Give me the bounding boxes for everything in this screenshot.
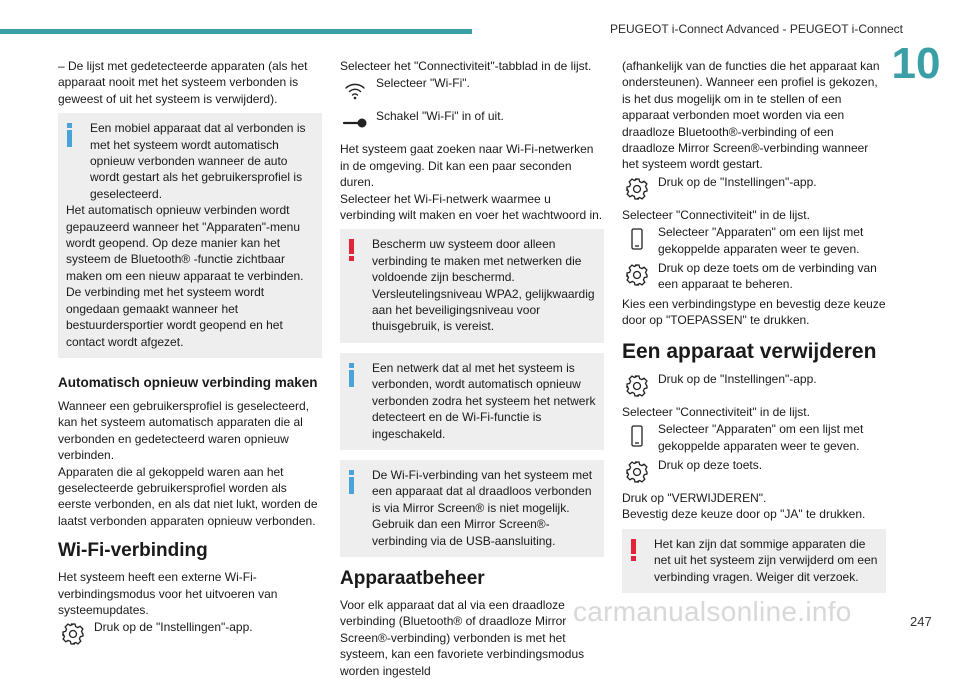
info-icon	[349, 470, 354, 494]
step-row	[622, 174, 886, 204]
page-number: 247	[910, 614, 932, 629]
running-title: PEUGEOT i-Connect Advanced - PEUGEOT i-Connect	[610, 22, 904, 36]
phone-icon	[622, 224, 652, 254]
gear-icon	[58, 619, 88, 649]
section-heading-auto-reconnect: Automatisch opnieuw verbinding maken	[58, 374, 318, 390]
warning-note	[340, 229, 604, 342]
list-item: – De lijst met gedetecteerde apparaten (als het apparaat nooit met het systeem verbonden is geweest of uit het systeem is verwijderd).	[58, 59, 308, 106]
paragraph: Druk op "VERWIJDEREN".	[622, 490, 767, 505]
paragraph: Kies een verbindingstype en bevestig deze keuze door op "TOEPASSEN" te drukken.	[622, 296, 886, 328]
step-text: Schakel "Wi-Fi" in of uit.	[376, 109, 504, 124]
step-text: Druk op de "Instellingen"-app.	[658, 174, 817, 189]
warning-icon	[349, 239, 354, 261]
gear-icon	[622, 457, 652, 487]
step-text: Druk op de "Instellingen"-app.	[658, 371, 817, 386]
note-text: De Wi-Fi-verbinding van het systeem met een apparaat dat al draadloos verbonden is via Mirror Screen® is niet mogelijk. Gebruik dan een Mirror Screen®-verbinding via de USB-aansluiting.	[372, 467, 593, 548]
note-text: Het automatisch opnieuw verbinden wordt gepauzeerd wanneer het "Apparaten"-menu wordt geopend. Op deze manier kan het systeem de Bluetooth® -functie zichtbaar maken om een nieuw apparaat te verbinden.	[66, 203, 304, 283]
gear-icon	[622, 371, 652, 401]
paragraph: Voor elk apparaat dat al via een draadloze verbinding (Bluetooth® of draadloze Mirror Screen®-verbinding) verbonden is met het systeem, kan een favoriete verbindingsmodus worden ingesteld	[340, 597, 585, 678]
column-1	[58, 58, 322, 652]
watermark: carmanualsonline.info	[573, 596, 852, 627]
info-note	[340, 460, 604, 557]
gear-icon	[622, 260, 652, 290]
chapter-number: 10	[891, 39, 941, 88]
step-text: Druk op deze toets om de verbinding van een apparaat te beheren.	[658, 261, 877, 292]
column-3	[622, 58, 886, 603]
paragraph: Selecteer het "Connectiviteit"-tabblad in de lijst.	[340, 59, 592, 73]
warning-icon	[631, 539, 636, 561]
step-text: Selecteer "Apparaten" om een lijst met gekoppelde apparaten weer te geven.	[658, 225, 864, 256]
step-row	[58, 619, 322, 649]
paragraph: Bevestig deze keuze door op "JA" te drukken.	[622, 507, 866, 522]
info-icon	[349, 363, 354, 387]
step-text: Selecteer "Apparaten" om een lijst met gekoppelde apparaten weer te geven.	[658, 422, 864, 453]
paragraph: Wanneer een gebruikersprofiel is geselecteerd, kan het systeem automatisch apparaten die al verbonden en gedetecteerd waren opnieuw verbinden.	[58, 398, 310, 463]
step-row	[622, 260, 886, 293]
section-heading-wifi: Wi-Fi-verbinding	[58, 540, 208, 562]
note-text: Een netwerk dat al met het systeem is verbonden, wordt automatisch opnieuw verbonden zodra het systeem het netwerk detecteert en de Wi-Fi-functie is ingeschakeld.	[372, 360, 596, 441]
paragraph: Selecteer het Wi-Fi-netwerk waarmee u verbinding wilt maken en voer het wachtwoord in.	[340, 191, 603, 223]
step-row	[340, 75, 604, 105]
step-row	[622, 421, 886, 454]
info-note	[58, 113, 322, 358]
paragraph: Selecteer "Connectiviteit" in de lijst.	[622, 207, 810, 222]
section-heading-remove-device: Een apparaat verwijderen	[622, 339, 877, 363]
phone-icon	[622, 421, 652, 451]
paragraph: (afhankelijk van de functies die het apparaat kan ondersteunen). Wanneer een profiel is gekozen, is het dus mogelijk om in te stellen of een apparaat verbonden moet worden via een draadloze Bluetooth®-verbinding of een draadloze Mirror Screen®-verbinding wanneer het systeem wordt gestart.	[622, 59, 880, 172]
wifi-icon	[340, 75, 370, 105]
paragraph: Het systeem gaat zoeken naar Wi-Fi-netwerken in de omgeving. Dit kan een paar seconden duren.	[340, 142, 594, 190]
paragraph: Het systeem heeft een externe Wi-Fi-verbindingsmodus voor het uitvoeren van systeemupdates.	[58, 570, 278, 617]
info-icon	[67, 123, 72, 147]
step-row	[622, 457, 886, 487]
gear-icon	[622, 174, 652, 204]
paragraph: Selecteer "Connectiviteit" in de lijst.	[622, 404, 810, 419]
paragraph: Apparaten die al gekoppeld waren aan het geselecteerde gebruikersprofiel worden als eerste verbonden, en als dat niet lukt, worden de laatst verbonden apparaten opnieuw verbonden.	[58, 464, 318, 528]
step-row	[622, 224, 886, 257]
warning-note	[622, 529, 886, 593]
step-row	[622, 371, 886, 401]
step-text: Druk op deze toets.	[658, 457, 763, 472]
step-text: Druk op de "Instellingen"-app.	[94, 620, 253, 635]
note-text: De verbinding met het systeem wordt ongedaan gemaakt wanneer het bestuurdersportier wordt geopend en het contact wordt afgezet.	[66, 285, 283, 349]
toggle-icon	[340, 108, 370, 138]
note-text: Een mobiel apparaat dat al verbonden is met het systeem wordt automatisch opnieuw verbonden wanneer de auto wordt gestart als het gebruikersprofiel is geselecteerd.	[90, 121, 306, 201]
step-row	[340, 108, 604, 138]
note-text: Bescherm uw systeem door alleen verbinding te maken met netwerken die voldoende zijn beschermd. Versleutelingsniveau WPA2, gelijkwaardig aan het beveiligingsniveau voor thuisgebruik, is vereist.	[372, 237, 595, 334]
column-2	[340, 58, 604, 679]
info-note	[340, 353, 604, 450]
section-heading-device-management: Apparaatbeheer	[340, 567, 485, 589]
step-text: Selecteer "Wi-Fi".	[376, 76, 470, 91]
note-text: Het kan zijn dat sommige apparaten die net uit het systeem zijn verwijderd om een verbinding vragen. Weiger dit verzoek.	[654, 536, 878, 584]
header-accent-bar	[0, 29, 472, 34]
